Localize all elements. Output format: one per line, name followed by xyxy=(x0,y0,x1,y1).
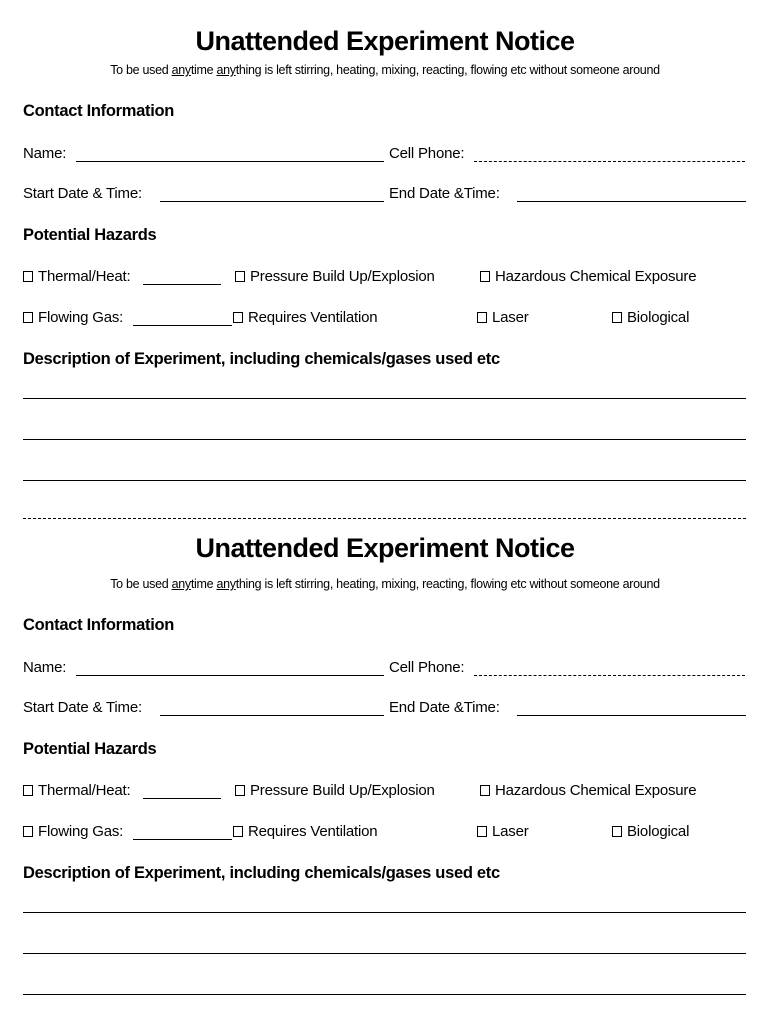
hazard-label: Biological xyxy=(627,823,690,840)
start-date-field[interactable] xyxy=(160,715,384,716)
checkbox[interactable] xyxy=(477,312,487,323)
notice-form xyxy=(0,514,770,1024)
name-field[interactable] xyxy=(76,161,384,162)
description-line[interactable] xyxy=(23,480,746,481)
description-line[interactable] xyxy=(23,398,746,399)
start-date-label: Start Date & Time: xyxy=(23,699,142,716)
hazard-label: Pressure Build Up/Explosion xyxy=(250,268,435,285)
hazard-biological[interactable] xyxy=(612,824,689,839)
subtitle-text: time xyxy=(190,577,217,591)
checkbox[interactable] xyxy=(23,785,33,796)
thermal-field[interactable] xyxy=(143,798,221,799)
subtitle-text: thing is left stirring, heating, mixing, reacting, flowing etc without someone around xyxy=(235,63,660,77)
checkbox[interactable] xyxy=(612,826,622,837)
checkbox[interactable] xyxy=(23,312,33,323)
hazard-label: Flowing Gas: xyxy=(38,309,124,326)
checkbox[interactable] xyxy=(23,271,33,282)
hazard-label: Biological xyxy=(627,309,690,326)
hazard-ventilation[interactable] xyxy=(233,824,377,839)
description-line[interactable] xyxy=(23,439,746,440)
hazard-label: Pressure Build Up/Explosion xyxy=(250,782,435,799)
hazard-pressure[interactable] xyxy=(235,269,435,284)
hazard-laser[interactable] xyxy=(477,310,529,325)
notice-subtitle xyxy=(0,578,770,591)
subtitle-text: To be used xyxy=(110,63,172,77)
contact-heading: Contact Information xyxy=(23,102,175,120)
cell-phone-field[interactable] xyxy=(474,161,745,162)
end-date-field[interactable] xyxy=(517,201,746,202)
subtitle-underline: any xyxy=(216,63,236,77)
description-heading: Description of Experiment, including chemicals/gases used etc xyxy=(23,350,500,368)
name-field[interactable] xyxy=(76,675,384,676)
subtitle-underline: any xyxy=(216,577,236,591)
end-date-label: End Date &Time: xyxy=(389,185,500,202)
hazard-label: Flowing Gas: xyxy=(38,823,124,840)
hazards-heading: Potential Hazards xyxy=(23,226,157,244)
subtitle-text: time xyxy=(190,63,217,77)
subtitle-text: To be used xyxy=(110,577,172,591)
flowing-gas-field[interactable] xyxy=(133,839,232,840)
checkbox[interactable] xyxy=(235,785,245,796)
contact-heading: Contact Information xyxy=(23,616,175,634)
hazard-label: Thermal/Heat: xyxy=(38,782,131,799)
hazard-biological[interactable] xyxy=(612,310,689,325)
checkbox[interactable] xyxy=(23,826,33,837)
start-date-field[interactable] xyxy=(160,201,384,202)
hazard-ventilation[interactable] xyxy=(233,310,377,325)
checkbox[interactable] xyxy=(480,785,490,796)
hazard-label: Requires Ventilation xyxy=(248,823,378,840)
checkbox[interactable] xyxy=(235,271,245,282)
end-date-label: End Date &Time: xyxy=(389,699,500,716)
description-line[interactable] xyxy=(23,953,746,954)
hazard-chemical[interactable] xyxy=(480,783,696,798)
checkbox[interactable] xyxy=(233,312,243,323)
hazard-label: Thermal/Heat: xyxy=(38,268,131,285)
notice-title: Unattended Experiment Notice xyxy=(195,533,575,563)
hazard-chemical[interactable] xyxy=(480,269,696,284)
hazard-label: Laser xyxy=(492,823,529,840)
name-label: Name: xyxy=(23,659,67,676)
checkbox[interactable] xyxy=(480,271,490,282)
description-line[interactable] xyxy=(23,912,746,913)
checkbox[interactable] xyxy=(612,312,622,323)
checkbox[interactable] xyxy=(233,826,243,837)
notice-form xyxy=(0,0,770,510)
cell-phone-label: Cell Phone: xyxy=(389,659,465,676)
hazard-label: Laser xyxy=(492,309,529,326)
end-date-field[interactable] xyxy=(517,715,746,716)
cell-phone-label: Cell Phone: xyxy=(389,145,465,162)
subtitle-text: thing is left stirring, heating, mixing, reacting, flowing etc without someone around xyxy=(235,577,660,591)
hazard-thermal[interactable] xyxy=(23,269,130,284)
hazard-thermal[interactable] xyxy=(23,783,130,798)
start-date-label: Start Date & Time: xyxy=(23,185,142,202)
hazard-label: Hazardous Chemical Exposure xyxy=(495,268,697,285)
description-heading: Description of Experiment, including chemicals/gases used etc xyxy=(23,864,500,882)
hazard-flowing-gas[interactable] xyxy=(23,824,123,839)
hazard-laser[interactable] xyxy=(477,824,529,839)
name-label: Name: xyxy=(23,145,67,162)
hazards-heading: Potential Hazards xyxy=(23,740,157,758)
checkbox[interactable] xyxy=(477,826,487,837)
description-line[interactable] xyxy=(23,994,746,995)
subtitle-underline: any xyxy=(171,577,191,591)
notice-title: Unattended Experiment Notice xyxy=(195,26,575,56)
hazard-label: Hazardous Chemical Exposure xyxy=(495,782,697,799)
notice-subtitle xyxy=(0,64,770,77)
hazard-pressure[interactable] xyxy=(235,783,435,798)
hazard-label: Requires Ventilation xyxy=(248,309,378,326)
subtitle-underline: any xyxy=(171,63,191,77)
flowing-gas-field[interactable] xyxy=(133,325,232,326)
hazard-flowing-gas[interactable] xyxy=(23,310,123,325)
thermal-field[interactable] xyxy=(143,284,221,285)
cell-phone-field[interactable] xyxy=(474,675,745,676)
